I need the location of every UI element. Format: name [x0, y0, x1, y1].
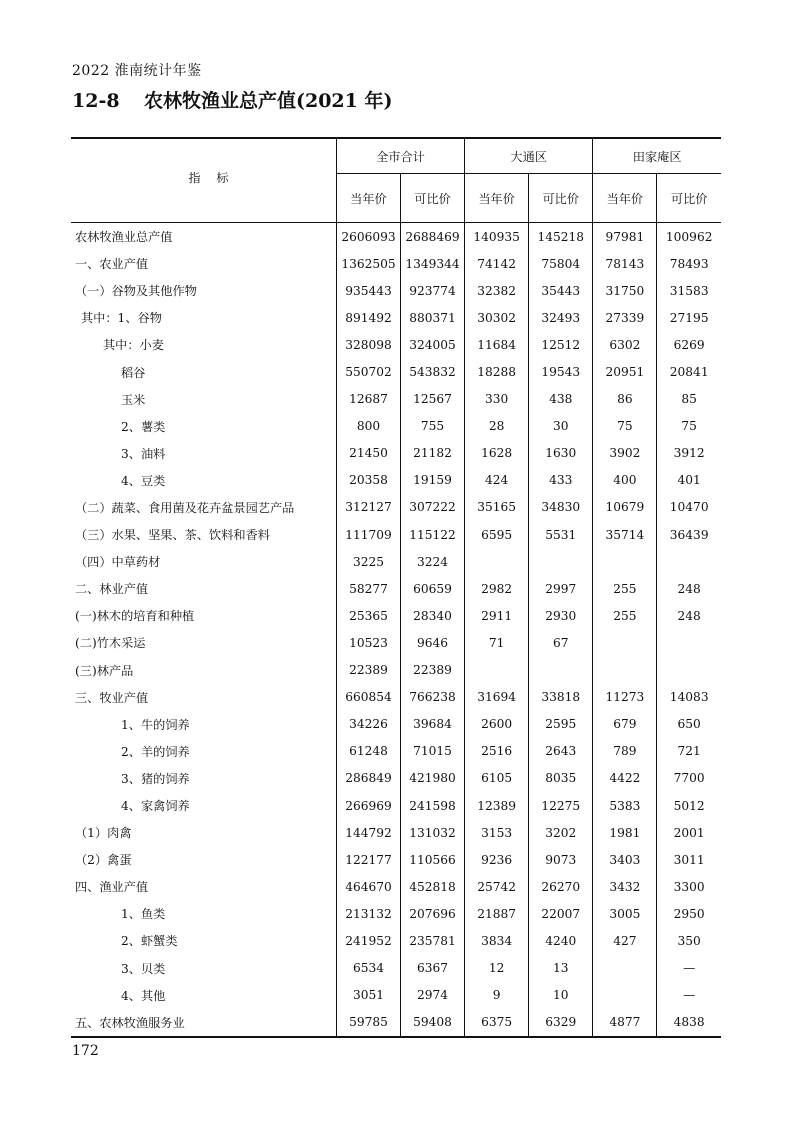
table-cell: 33818: [529, 684, 593, 711]
row-label: 农林牧渔业总产值: [75, 230, 173, 245]
table-row: [71, 955, 721, 982]
table-cell: 78143: [593, 250, 657, 277]
table-row: [71, 1009, 721, 1037]
table-cell: 2911: [465, 602, 529, 629]
subcolumn-header: 可比价: [401, 174, 465, 223]
table-cell: 2950: [657, 900, 721, 927]
table-row: [71, 467, 721, 494]
table-cell: —: [657, 982, 721, 1009]
row-label: （2）禽蛋: [75, 853, 132, 868]
table-cell: 61248: [336, 738, 400, 765]
table-row: [71, 711, 721, 738]
table-row: [71, 629, 721, 656]
table-cell: 3432: [593, 873, 657, 900]
table-cell: 110566: [401, 846, 465, 873]
table-row: [71, 250, 721, 277]
row-label: 4、家禽饲养: [121, 799, 190, 814]
table-cell: 36439: [657, 521, 721, 548]
table-cell: —: [657, 955, 721, 982]
table-row: [71, 304, 721, 331]
table-row: [71, 413, 721, 440]
table-cell: [657, 548, 721, 575]
table-cell: 3912: [657, 440, 721, 467]
table-cell: 140935: [465, 223, 529, 251]
table-cell: 2001: [657, 819, 721, 846]
table-cell: 3300: [657, 873, 721, 900]
table-cell: 1349344: [401, 250, 465, 277]
table-cell: 330: [465, 386, 529, 413]
table-title: [72, 86, 392, 113]
table-cell: 35165: [465, 494, 529, 521]
table-cell: 6105: [465, 765, 529, 792]
table-cell: 923774: [401, 277, 465, 304]
table-cell: 800: [336, 413, 400, 440]
table-cell: 3225: [336, 548, 400, 575]
table-cell: 30302: [465, 304, 529, 331]
row-label: (三)林产品: [75, 663, 134, 678]
table-cell: 6329: [529, 1009, 593, 1037]
row-label: （一）谷物及其他作物: [75, 284, 197, 299]
row-label: (一)林木的培育和种植: [75, 609, 195, 624]
table-cell: 10: [529, 982, 593, 1009]
table-row: [71, 765, 721, 792]
table-cell: [593, 982, 657, 1009]
table-cell: 6595: [465, 521, 529, 548]
subcolumn-header: 当年价: [465, 174, 529, 223]
table-cell: 32493: [529, 304, 593, 331]
table-cell: 11273: [593, 684, 657, 711]
table-cell: 145218: [529, 223, 593, 251]
table-cell: 3051: [336, 982, 400, 1009]
table-cell: 12389: [465, 792, 529, 819]
table-cell: 5383: [593, 792, 657, 819]
table-row: [71, 738, 721, 765]
indicator-header: 指 标: [71, 138, 336, 223]
row-label: 其中：1、谷物: [81, 311, 162, 326]
table-cell: 755: [401, 413, 465, 440]
row-label: 4、其他: [121, 988, 166, 1003]
table-cell: 324005: [401, 331, 465, 358]
table-row: [71, 927, 721, 954]
table-cell: 213132: [336, 900, 400, 927]
table-cell: 59785: [336, 1009, 400, 1037]
subcolumn-header: 可比价: [529, 174, 593, 223]
table-cell: 6534: [336, 955, 400, 982]
table-cell: 2595: [529, 711, 593, 738]
table-row: [71, 223, 721, 251]
table-cell: 3224: [401, 548, 465, 575]
table-row: [71, 494, 721, 521]
page-number: 172: [72, 1043, 99, 1059]
table-cell: 935443: [336, 277, 400, 304]
table-cell: 550702: [336, 358, 400, 385]
row-label: 2、虾蟹类: [121, 934, 178, 949]
table-number: 12-8: [72, 90, 120, 112]
table-cell: 111709: [336, 521, 400, 548]
table-cell: [657, 657, 721, 684]
table-cell: 39684: [401, 711, 465, 738]
table-cell: 59408: [401, 1009, 465, 1037]
group-header: 大通区: [465, 138, 593, 174]
table-cell: 2688469: [401, 223, 465, 251]
row-label: 1、鱼类: [121, 907, 166, 922]
table-cell: 35714: [593, 521, 657, 548]
table-cell: [465, 657, 529, 684]
table-row: [71, 873, 721, 900]
table-row: [71, 521, 721, 548]
table-cell: 21450: [336, 440, 400, 467]
table-cell: 543832: [401, 358, 465, 385]
row-label: 4、豆类: [121, 473, 166, 488]
table-cell: [593, 629, 657, 656]
table-cell: 21887: [465, 900, 529, 927]
table-cell: 13: [529, 955, 593, 982]
table-cell: 433: [529, 467, 593, 494]
table-cell: 74142: [465, 250, 529, 277]
group-header: 田家庵区: [593, 138, 721, 174]
table-cell: [593, 657, 657, 684]
table-cell: 12275: [529, 792, 593, 819]
table-cell: 5012: [657, 792, 721, 819]
row-label: 四、渔业产值: [75, 880, 149, 895]
row-label: （三）水果、坚果、茶、饮料和香料: [75, 528, 270, 543]
table-cell: 20358: [336, 467, 400, 494]
table-cell: 438: [529, 386, 593, 413]
table-cell: 19543: [529, 358, 593, 385]
table-cell: 31694: [465, 684, 529, 711]
table-cell: 10470: [657, 494, 721, 521]
table-cell: 241598: [401, 792, 465, 819]
row-label: 三、牧业产值: [75, 690, 149, 705]
table-cell: 27195: [657, 304, 721, 331]
table-cell: 286849: [336, 765, 400, 792]
table-cell: 28340: [401, 602, 465, 629]
table-cell: 35443: [529, 277, 593, 304]
table-cell: 12567: [401, 386, 465, 413]
data-table: [71, 137, 721, 1038]
row-label: 五、农林牧渔服务业: [71, 1009, 336, 1037]
table-cell: 12687: [336, 386, 400, 413]
table-cell: 60659: [401, 575, 465, 602]
table-row: [71, 684, 721, 711]
table-cell: 25742: [465, 873, 529, 900]
table-row: [71, 657, 721, 684]
table-cell: 78493: [657, 250, 721, 277]
table-cell: 12: [465, 955, 529, 982]
table-cell: 4838: [657, 1009, 721, 1037]
table-cell: 1628: [465, 440, 529, 467]
table-cell: 3011: [657, 846, 721, 873]
table-cell: 9: [465, 982, 529, 1009]
table-cell: 3202: [529, 819, 593, 846]
table-row: [71, 792, 721, 819]
table-cell: 100962: [657, 223, 721, 251]
table-title-text: 农林牧渔业总产值(2021 年): [144, 90, 393, 112]
subcolumn-header: 可比价: [657, 174, 721, 223]
table-cell: 464670: [336, 873, 400, 900]
table-row: [71, 386, 721, 413]
table-cell: 235781: [401, 927, 465, 954]
table-cell: 2600: [465, 711, 529, 738]
table-cell: 1981: [593, 819, 657, 846]
table-cell: 721: [657, 738, 721, 765]
table-cell: 75: [593, 413, 657, 440]
row-label: 2、薯类: [121, 419, 166, 434]
table-cell: 30: [529, 413, 593, 440]
table-cell: 2982: [465, 575, 529, 602]
table-cell: 3902: [593, 440, 657, 467]
table-cell: 86: [593, 386, 657, 413]
table-cell: 71015: [401, 738, 465, 765]
table-cell: 266969: [336, 792, 400, 819]
table-cell: 34830: [529, 494, 593, 521]
subcolumn-header: 当年价: [336, 174, 400, 223]
table-cell: [593, 955, 657, 982]
table-cell: 248: [657, 602, 721, 629]
table-cell: 2516: [465, 738, 529, 765]
table-cell: 27339: [593, 304, 657, 331]
table-row: [71, 440, 721, 467]
table-cell: 71: [465, 629, 529, 656]
table-cell: 97981: [593, 223, 657, 251]
table-cell: 679: [593, 711, 657, 738]
table-cell: 6269: [657, 331, 721, 358]
table-cell: [593, 548, 657, 575]
table-cell: 25365: [336, 602, 400, 629]
table-cell: 207696: [401, 900, 465, 927]
table-cell: 2643: [529, 738, 593, 765]
row-label: 一、农业产值: [75, 257, 149, 272]
row-label: 稻谷: [121, 365, 146, 380]
group-header: 全市合计: [336, 138, 464, 174]
table-cell: 6302: [593, 331, 657, 358]
table-cell: 11684: [465, 331, 529, 358]
table-cell: 248: [657, 575, 721, 602]
table-cell: 328098: [336, 331, 400, 358]
table-cell: 10679: [593, 494, 657, 521]
table-cell: 424: [465, 467, 529, 494]
table-cell: 10523: [336, 629, 400, 656]
table-cell: [657, 629, 721, 656]
table-cell: 28: [465, 413, 529, 440]
table-cell: 31750: [593, 277, 657, 304]
table-cell: 3403: [593, 846, 657, 873]
table-cell: 20951: [593, 358, 657, 385]
table-cell: 400: [593, 467, 657, 494]
table-cell: 9236: [465, 846, 529, 873]
table-cell: 22007: [529, 900, 593, 927]
table-cell: 122177: [336, 846, 400, 873]
table-cell: 3834: [465, 927, 529, 954]
table-cell: 660854: [336, 684, 400, 711]
table-cell: 2606093: [336, 223, 400, 251]
table-row: [71, 331, 721, 358]
table-cell: 1362505: [336, 250, 400, 277]
table-cell: 19159: [401, 467, 465, 494]
table-cell: 1630: [529, 440, 593, 467]
table-cell: [465, 548, 529, 575]
row-label: 3、油料: [121, 446, 166, 461]
table-cell: 22389: [401, 657, 465, 684]
table-cell: 650: [657, 711, 721, 738]
table-row: [71, 358, 721, 385]
table-cell: 6367: [401, 955, 465, 982]
table-cell: 9646: [401, 629, 465, 656]
table-cell: 8035: [529, 765, 593, 792]
table-row: [71, 900, 721, 927]
table-cell: 3153: [465, 819, 529, 846]
row-label: 其中：小麦: [103, 338, 164, 353]
row-label: 3、贝类: [121, 961, 166, 976]
table-cell: 18288: [465, 358, 529, 385]
table-cell: 421980: [401, 765, 465, 792]
table-row: [71, 548, 721, 575]
table-cell: 3005: [593, 900, 657, 927]
table-cell: 4240: [529, 927, 593, 954]
table-cell: 241952: [336, 927, 400, 954]
table-cell: 85: [657, 386, 721, 413]
table-cell: 307222: [401, 494, 465, 521]
row-label: （1）肉禽: [75, 826, 132, 841]
table-cell: 31583: [657, 277, 721, 304]
table-cell: 255: [593, 602, 657, 629]
table-cell: 67: [529, 629, 593, 656]
table-cell: 2997: [529, 575, 593, 602]
table-cell: 144792: [336, 819, 400, 846]
table-cell: 34226: [336, 711, 400, 738]
book-title: 2022 淮南统计年鉴: [72, 63, 202, 79]
table-cell: 21182: [401, 440, 465, 467]
row-label: (二)竹木采运: [75, 636, 146, 651]
table-cell: 26270: [529, 873, 593, 900]
row-label: 玉米: [121, 392, 146, 407]
table-row: [71, 982, 721, 1009]
table-cell: 312127: [336, 494, 400, 521]
table-row: [71, 575, 721, 602]
table-cell: 12512: [529, 331, 593, 358]
table-cell: 20841: [657, 358, 721, 385]
table-cell: 9073: [529, 846, 593, 873]
table-row: [71, 602, 721, 629]
table-cell: 58277: [336, 575, 400, 602]
table-cell: 6375: [465, 1009, 529, 1037]
row-label: 2、羊的饲养: [121, 744, 190, 759]
table-cell: 452818: [401, 873, 465, 900]
table-cell: 75804: [529, 250, 593, 277]
table-cell: 350: [657, 927, 721, 954]
row-label: 1、牛的饲养: [121, 717, 190, 732]
table-cell: 766238: [401, 684, 465, 711]
table-cell: 880371: [401, 304, 465, 331]
table-cell: 255: [593, 575, 657, 602]
table-cell: 32382: [465, 277, 529, 304]
table-cell: 789: [593, 738, 657, 765]
table-cell: 7700: [657, 765, 721, 792]
row-label: （四）中草药材: [75, 555, 161, 570]
table-cell: 427: [593, 927, 657, 954]
table-cell: 4877: [593, 1009, 657, 1037]
table-row: [71, 819, 721, 846]
table-cell: 5531: [529, 521, 593, 548]
row-label: 3、猪的饲养: [121, 771, 190, 786]
table-cell: [529, 548, 593, 575]
row-label: 二、林业产值: [75, 582, 149, 597]
table-cell: 2930: [529, 602, 593, 629]
table-cell: 891492: [336, 304, 400, 331]
table-cell: 115122: [401, 521, 465, 548]
table-row: [71, 846, 721, 873]
table-cell: 4422: [593, 765, 657, 792]
table-cell: 75: [657, 413, 721, 440]
table-cell: 14083: [657, 684, 721, 711]
table-body: [71, 223, 721, 1037]
table-cell: 401: [657, 467, 721, 494]
subcolumn-header: 当年价: [593, 174, 657, 223]
table-cell: 22389: [336, 657, 400, 684]
table-cell: [529, 657, 593, 684]
table-cell: 131032: [401, 819, 465, 846]
row-label: （二）蔬菜、食用菌及花卉盆景园艺产品: [75, 500, 295, 515]
table-cell: 2974: [401, 982, 465, 1009]
table-row: [71, 277, 721, 304]
